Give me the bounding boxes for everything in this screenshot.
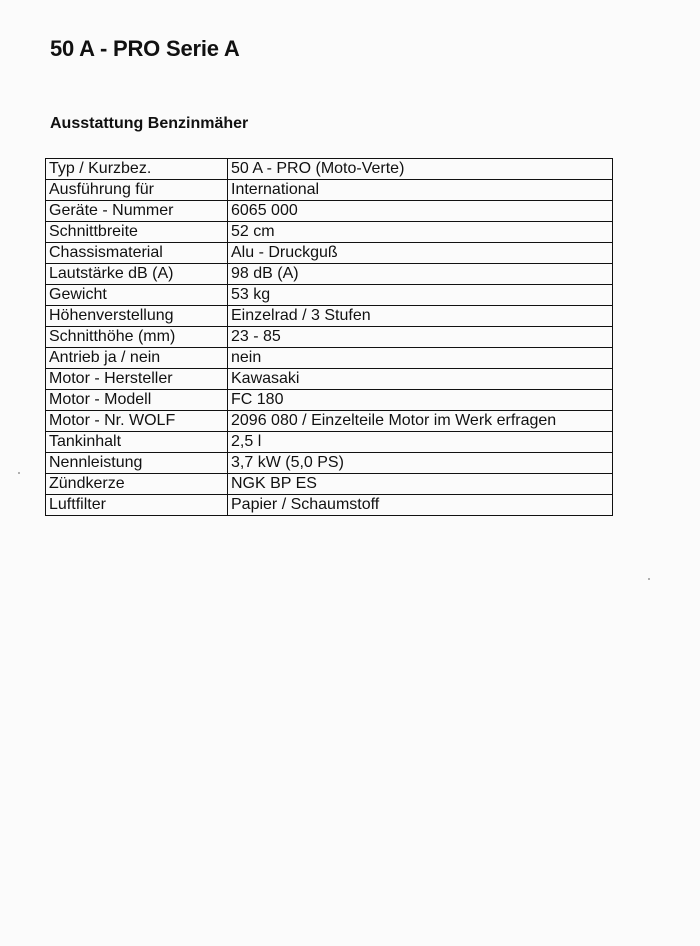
spec-value: 50 A - PRO (Moto-Verte) — [228, 159, 613, 180]
spec-value: 2,5 l — [228, 432, 613, 453]
table-row — [46, 390, 613, 411]
table-row — [46, 474, 613, 495]
spec-label: Höhenverstellung — [46, 306, 228, 327]
table-row — [46, 411, 613, 432]
spec-label: Geräte - Nummer — [46, 201, 228, 222]
spec-value: 98 dB (A) — [228, 264, 613, 285]
table-row — [46, 348, 613, 369]
scan-speck — [648, 578, 650, 580]
spec-value: 2096 080 / Einzelteile Motor im Werk erfragen — [228, 411, 613, 432]
spec-label: Schnitthöhe (mm) — [46, 327, 228, 348]
spec-label: Chassismaterial — [46, 243, 228, 264]
spec-label: Lautstärke dB (A) — [46, 264, 228, 285]
spec-value: International — [228, 180, 613, 201]
spec-table-body — [46, 159, 613, 516]
table-row — [46, 432, 613, 453]
spec-value: 6065 000 — [228, 201, 613, 222]
spec-value: 53 kg — [228, 285, 613, 306]
spec-value: NGK BP ES — [228, 474, 613, 495]
table-row — [46, 369, 613, 390]
spec-value: Alu - Druckguß — [228, 243, 613, 264]
table-row — [46, 159, 613, 180]
spec-label: Tankinhalt — [46, 432, 228, 453]
spec-label: Schnittbreite — [46, 222, 228, 243]
page-title: 50 A - PRO Serie A — [50, 36, 240, 61]
spec-label: Luftfilter — [46, 495, 228, 516]
table-row — [46, 306, 613, 327]
table-row — [46, 180, 613, 201]
spec-value: Kawasaki — [228, 369, 613, 390]
table-row — [46, 243, 613, 264]
spec-label: Typ / Kurzbez. — [46, 159, 228, 180]
spec-value: Einzelrad / 3 Stufen — [228, 306, 613, 327]
spec-label: Nennleistung — [46, 453, 228, 474]
table-row — [46, 222, 613, 243]
spec-value: nein — [228, 348, 613, 369]
section-title: Ausstattung Benzinmäher — [50, 115, 249, 132]
spec-table — [45, 158, 613, 516]
table-row — [46, 453, 613, 474]
spec-label: Zündkerze — [46, 474, 228, 495]
table-row — [46, 327, 613, 348]
spec-label: Motor - Hersteller — [46, 369, 228, 390]
table-row — [46, 264, 613, 285]
spec-value: 3,7 kW (5,0 PS) — [228, 453, 613, 474]
spec-value: 52 cm — [228, 222, 613, 243]
spec-label: Motor - Modell — [46, 390, 228, 411]
spec-value: 23 - 85 — [228, 327, 613, 348]
spec-value: Papier / Schaumstoff — [228, 495, 613, 516]
spec-label: Gewicht — [46, 285, 228, 306]
table-row — [46, 201, 613, 222]
scan-speck — [18, 472, 20, 474]
spec-label: Antrieb ja / nein — [46, 348, 228, 369]
spec-label: Ausführung für — [46, 180, 228, 201]
spec-value: FC 180 — [228, 390, 613, 411]
table-row — [46, 495, 613, 516]
table-row — [46, 285, 613, 306]
spec-label: Motor - Nr. WOLF — [46, 411, 228, 432]
